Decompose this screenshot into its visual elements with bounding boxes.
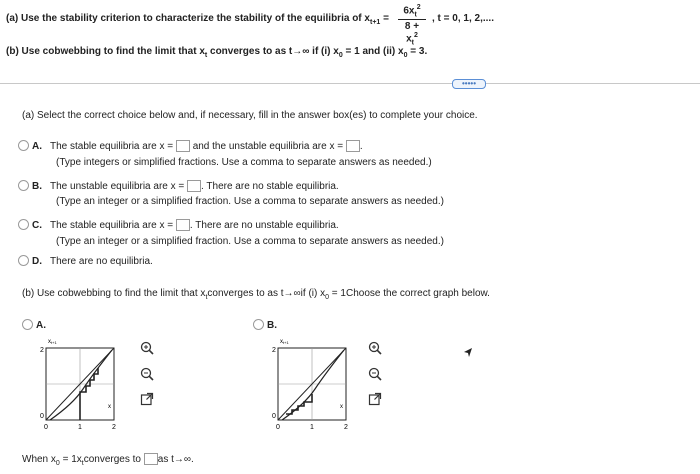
limit-answer-box[interactable]: [144, 453, 158, 465]
graph-a-ytick: 2: [40, 347, 44, 354]
choice-d[interactable]: D. There are no equilibria.: [18, 255, 153, 267]
cobweb-graph-b: [260, 334, 370, 434]
graph-b-y0: 0: [272, 413, 276, 420]
choice-c-hint: (Type an integer or a simplified fraction. Use a comma to separate answers as needed.): [56, 236, 444, 247]
graph-a-x2: 2: [112, 424, 116, 431]
choice-a-hint: (Type integers or simplified fractions. Use a comma to separate answers as needed.): [56, 157, 432, 168]
part-a-question: (a) Use the stability criterion to characterize the stability of the equilibria of $x_{t+1}$ =: [6, 13, 389, 26]
graph-radio-b[interactable]: [253, 319, 264, 330]
graph-a-ylabel: xt+1: [48, 339, 57, 345]
choice-b-hint: (Type an integer or a simplified fraction. Use a comma to separate answers as needed.): [56, 196, 444, 207]
graph-a-y0: 0: [40, 413, 44, 420]
choice-c[interactable]: C. The stable equilibria are x = . There are no unstable equilibria.: [18, 219, 339, 231]
graph-choice-b[interactable]: B.: [253, 319, 285, 331]
fraction: [398, 4, 426, 47]
graph-b-x0: 0: [276, 424, 280, 431]
answer-box-a1[interactable]: [176, 140, 190, 152]
zoom-out-icon[interactable]: [368, 367, 382, 381]
footer-answer-line: When $x_0$ = $1x_tconverges$ to as t→∞.: [22, 454, 194, 467]
graph-b-x2: 2: [344, 424, 348, 431]
graph-a-x1: 1: [78, 424, 82, 431]
choice-a[interactable]: A. The stable equilibria are x = and the unstable equilibria are x = .: [18, 140, 363, 152]
graph-radio-a[interactable]: [22, 319, 33, 330]
fraction-numerator: $6x_t^2$: [398, 4, 426, 20]
answer-box-a2[interactable]: [346, 140, 360, 152]
section-a-prompt: (a) Select the correct choice below and, if necessary, fill in the answer box(es) to complete your choice.: [22, 110, 478, 121]
radio-a[interactable]: [18, 140, 29, 151]
graph-a-xlabel: x: [108, 404, 111, 410]
radio-b[interactable]: [18, 180, 29, 191]
answer-box-c[interactable]: [176, 219, 190, 231]
radio-c[interactable]: [18, 219, 29, 230]
graph-b-ylabel: xt+1: [280, 339, 289, 345]
radio-d[interactable]: [18, 255, 29, 266]
part-b-question: (b) Use cobwebbing to find the limit that $x_t$ converges to as t→∞ if (i) $x_0 = 1$ and (ii) $x_0 = 3$.: [6, 46, 428, 59]
zoom-in-icon[interactable]: [368, 341, 382, 355]
more-button[interactable]: •••••: [452, 79, 486, 89]
fraction-denominator: $8 + x_t^2$: [404, 21, 420, 47]
zoom-out-icon[interactable]: [140, 367, 154, 381]
zoom-in-icon[interactable]: [140, 341, 154, 355]
graph-a-x0: 0: [44, 424, 48, 431]
popout-icon[interactable]: [368, 392, 382, 406]
part-a-tail: , t = 0, 1, 2,....: [432, 13, 494, 24]
choice-b[interactable]: B. The unstable equilibria are x = . There are no stable equilibria.: [18, 180, 339, 192]
question-header: [0, 0, 700, 84]
graph-b-x1: 1: [310, 424, 314, 431]
graph-b-ytick: 2: [272, 347, 276, 354]
popout-icon[interactable]: [140, 392, 154, 406]
section-b-prompt: (b) Use cobwebbing to find the limit that $x_tconverges$ to as t→∞if (i) $x_0$ = 1Choose the correct graph below.: [22, 288, 490, 301]
graph-choice-a[interactable]: A.: [22, 319, 54, 331]
graph-b-xlabel: x: [340, 404, 343, 410]
answer-box-b[interactable]: [187, 180, 201, 192]
cobweb-graph-a: [28, 334, 138, 434]
mouse-cursor-icon: [462, 347, 474, 359]
